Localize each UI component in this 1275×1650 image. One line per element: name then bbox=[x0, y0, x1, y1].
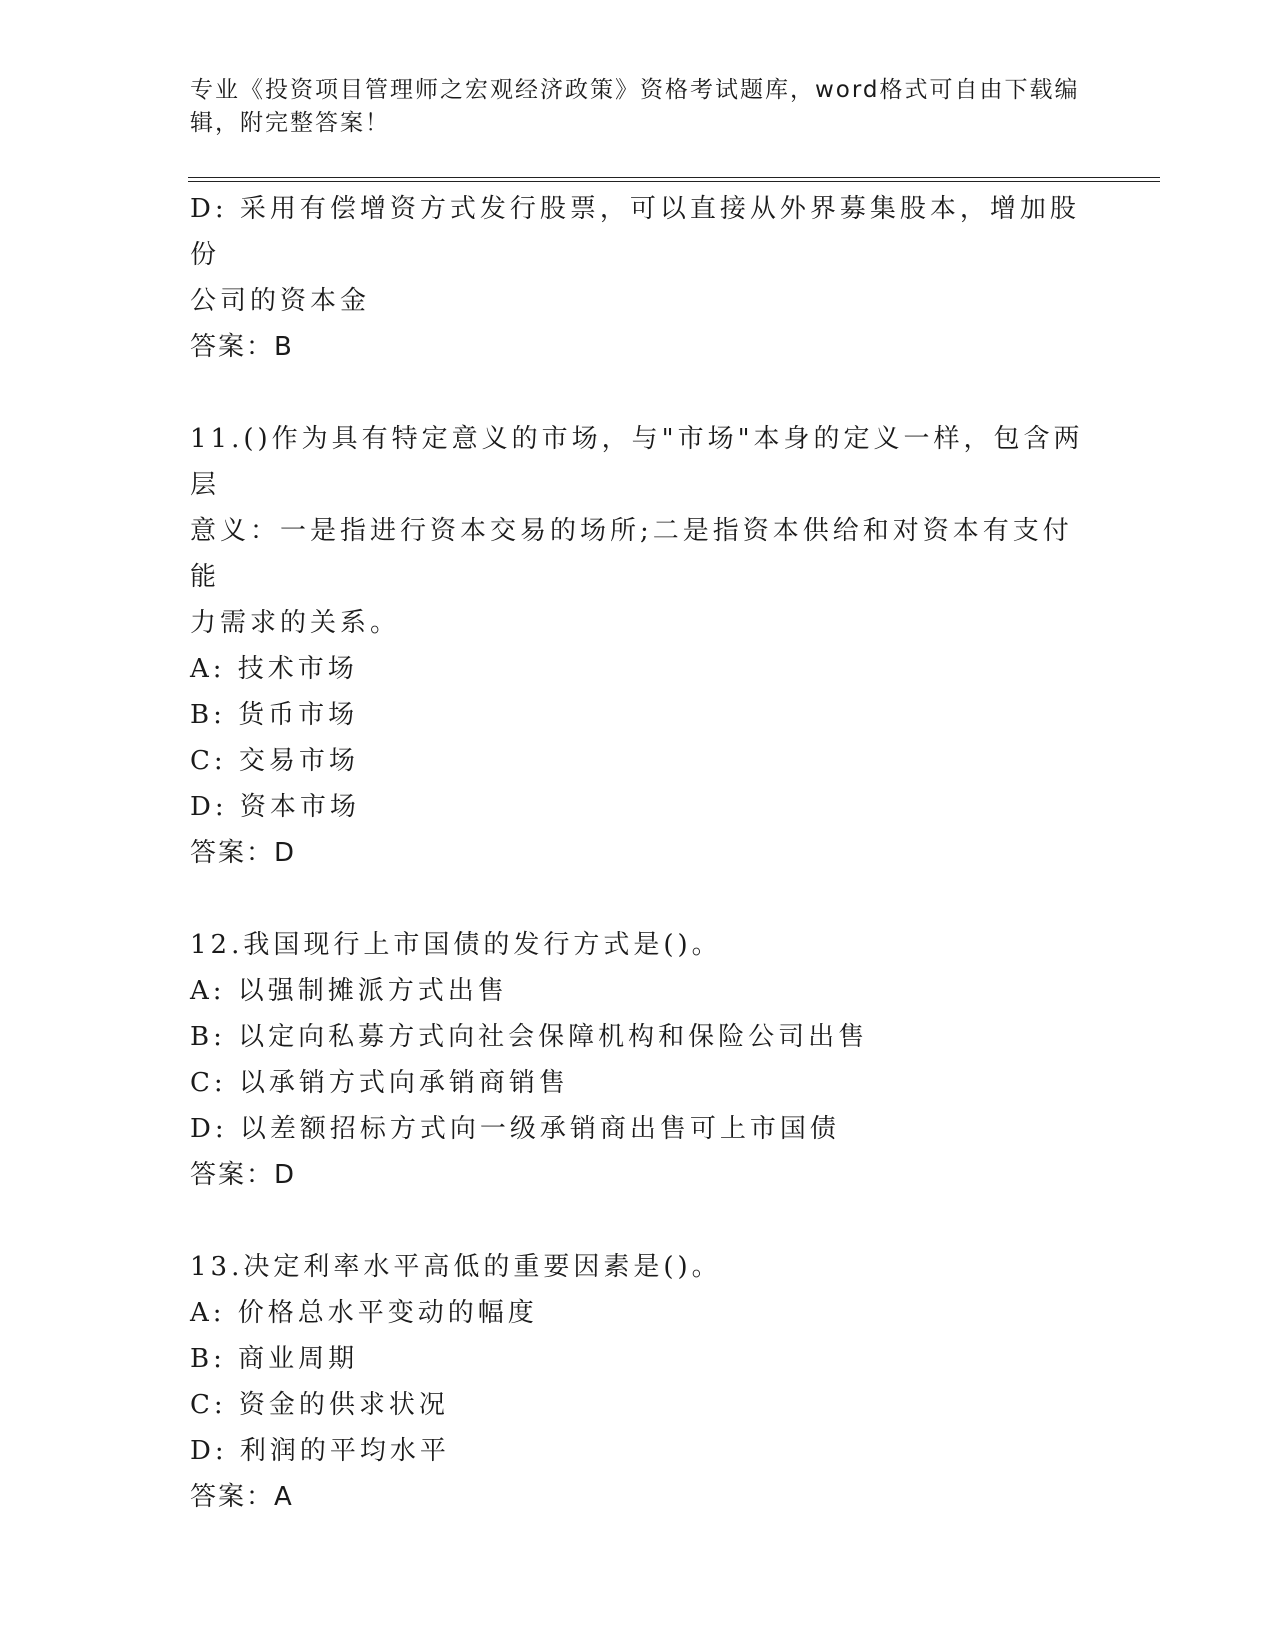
option-c: C: 以承销方式向承销商销售 bbox=[190, 1068, 569, 1098]
answer: 答案：A bbox=[190, 1482, 294, 1512]
option-b: B: 货币市场 bbox=[190, 700, 359, 730]
header-line: 专业《投资项目管理师之宏观经济政策》资格考试题库，word格式可自由下载编 bbox=[190, 77, 1080, 103]
question-list bbox=[190, 186, 1090, 1520]
option-b: B: 商业周期 bbox=[190, 1344, 359, 1374]
spacer bbox=[190, 876, 1090, 922]
question-13 bbox=[190, 1244, 1090, 1520]
question-stem: 力需求的关系。 bbox=[190, 608, 401, 638]
option-a: A: 以强制摊派方式出售 bbox=[190, 976, 508, 1006]
answer: 答案：D bbox=[190, 1160, 297, 1190]
spacer bbox=[190, 1198, 1090, 1244]
answer: 答案：B bbox=[190, 332, 294, 362]
option-a: A: 技术市场 bbox=[190, 654, 358, 684]
header-line: 辑，附完整答案！ bbox=[190, 110, 390, 136]
question-stem: 13.决定利率水平高低的重要因素是()。 bbox=[190, 1252, 722, 1282]
option-d: D: 资本市场 bbox=[190, 792, 360, 822]
spacer bbox=[190, 370, 1090, 416]
option-c: C: 交易市场 bbox=[190, 746, 359, 776]
option-d: D: 以差额招标方式向一级承销商出售可上市国债 bbox=[190, 1114, 840, 1144]
option-d: D: 利润的平均水平 bbox=[190, 1436, 450, 1466]
previous-question-continuation bbox=[190, 186, 1090, 370]
question-stem: 11.()作为具有特定意义的市场，与"市场"本身的定义一样，包含两层 bbox=[190, 424, 1084, 500]
option-a: A: 价格总水平变动的幅度 bbox=[190, 1298, 538, 1328]
option-d-continued: 公司的资本金 bbox=[190, 286, 371, 316]
document-header bbox=[190, 74, 1090, 140]
header-divider bbox=[188, 177, 1160, 182]
question-11 bbox=[190, 416, 1090, 876]
question-stem: 意义：一是指进行资本交易的场所;二是指资本供给和对资本有支付能 bbox=[190, 516, 1073, 592]
option-b: B: 以定向私募方式向社会保障机构和保险公司出售 bbox=[190, 1022, 869, 1052]
option-d: D: 采用有偿增资方式发行股票，可以直接从外界募集股本，增加股份 bbox=[190, 194, 1080, 270]
question-stem: 12.我国现行上市国债的发行方式是()。 bbox=[190, 930, 722, 960]
question-12 bbox=[190, 922, 1090, 1198]
answer: 答案：D bbox=[190, 838, 297, 868]
option-c: C: 资金的供求状况 bbox=[190, 1390, 449, 1420]
